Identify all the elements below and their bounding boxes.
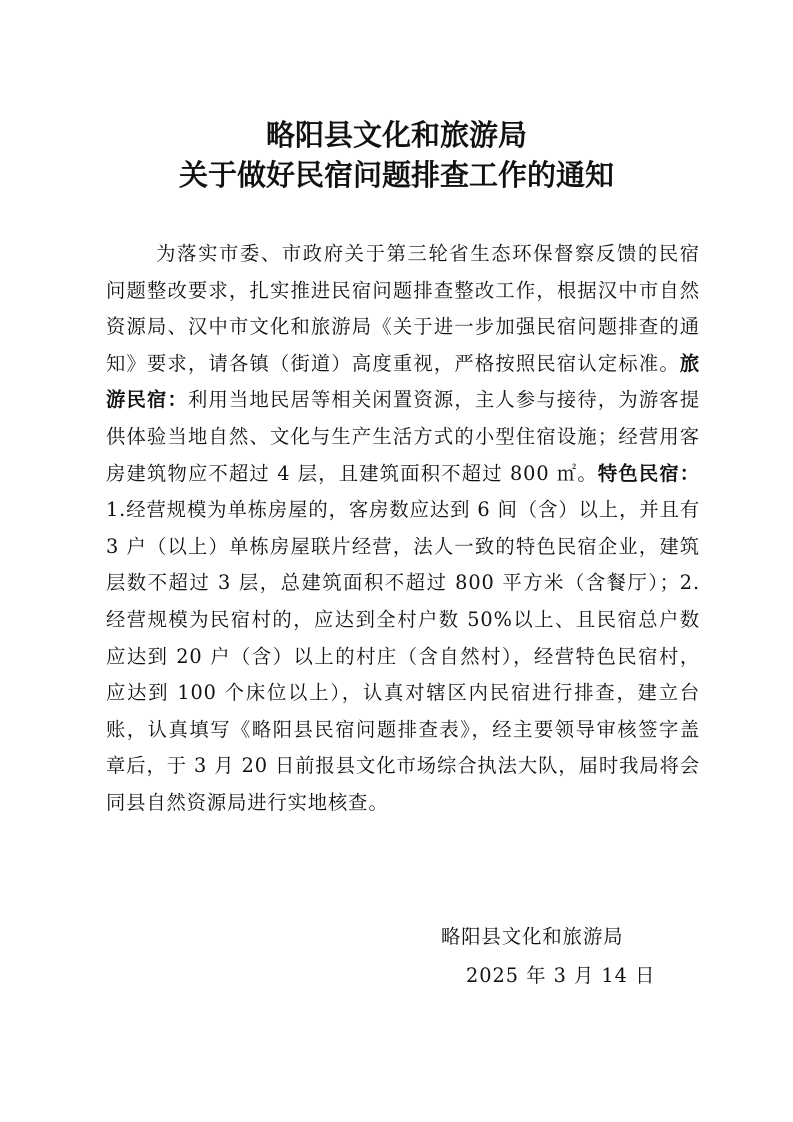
- body-tourism-homestay-definition: 利用当地民居等相关闲置资源，主人参与接待，为游客提供体验当地自然、文化与生产生活方式的小型住宿设施；经营用客房建筑物应不超过 4 层，且建筑面积不超过 800 ㎡。: [106, 388, 700, 485]
- term-tourism-homestay: 旅游民宿：: [106, 351, 700, 412]
- document-title-line1: 略阳县文化和旅游局: [265, 118, 527, 152]
- signature-organization: 略阳县文化和旅游局: [441, 925, 624, 948]
- term-featured-homestay: 特色民宿：: [597, 461, 700, 485]
- signature-date: 2025 年 3 月 14 日: [466, 964, 656, 987]
- body-intro: 为落实市委、市政府关于第三轮省生态环保督察反馈的民宿问题整改要求，扎实推进民宿问题排查整改工作，根据汉中市自然资源局、汉中市文化和旅游局《关于进一步加强民宿问题排查的通知》要求，请各镇（街道）高度重视，严格按照民宿认定标准。: [106, 242, 700, 375]
- document-title-line2: 关于做好民宿问题排查工作的通知: [178, 158, 614, 192]
- body-featured-homestay-definition: 1.经营规模为单栋房屋的，客房数应达到 6 间（含）以上，并且有 3 户（以上）单栋房屋联片经营，法人一致的特色民宿企业，建筑层数不超过 3 层，总建筑面积不超过 800 平方米（含餐厅）；2.经营规模为民宿村的，应达到全村户数 50%以上、且民宿总户数应达到 20 户（含）以上的村庄（含自然村），经营特色民宿村，应达到 100 个床位以上），认真对辖区内民宿进行排查，建立台账，认真填写《略阳县民宿问题排查表》，经主要领导审核签字盖章后，于 3 月 20 日前报县文化市场综合执法大队，届时我局将会同县自然资源局进行实地核查。: [106, 498, 700, 814]
- document-body: [106, 236, 700, 822]
